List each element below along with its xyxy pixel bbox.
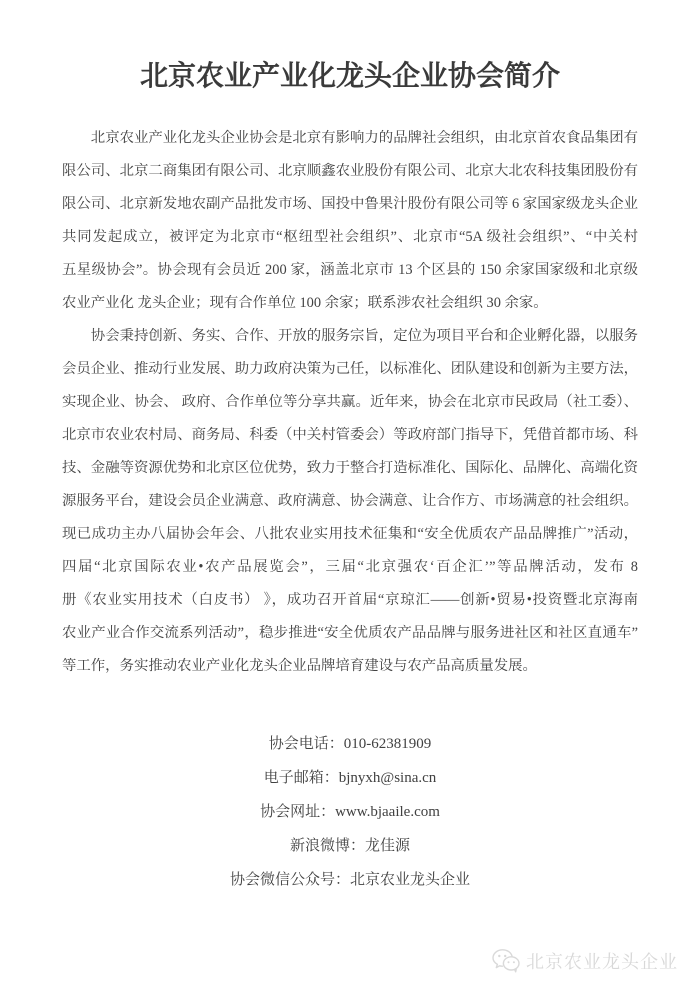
document-body bbox=[62, 122, 638, 683]
contact-wechat-account: 协会微信公众号：北京农业龙头企业 bbox=[229, 872, 470, 888]
paragraph-line: 等工作，务实推动农业产业化龙头企业品牌培育建设与农产品高质量发展。 bbox=[62, 658, 537, 674]
contact-block bbox=[0, 727, 700, 897]
paragraph-line: 会员企业、推动行业发展、助力政府决策为己任，以标准化、团队建设和创新为主要方法， bbox=[62, 361, 638, 377]
paragraph-line: 共同发起成立，被评定为北京市“枢纽型社会组织”、北京市“5A 级社会组织”、“中关村 bbox=[62, 229, 638, 245]
paragraph-line: 技、金融等资源优势和北京区位优势，致力于整合打造标准化、国际化、品牌化、高端化资 bbox=[62, 460, 638, 476]
paragraph-line: 四届“北京国际农业•农产品展览会”，三届“北京强农‘百企汇’”等品牌活动，发布 8 bbox=[62, 559, 638, 575]
watermark-text: 北京农业龙头企业 bbox=[526, 951, 678, 972]
paragraph-line: 北京市农业农村局、商务局、科委（中关村管委会）等政府部门指导下，凭借首都市场、科 bbox=[62, 427, 638, 443]
contact-website: 协会网址：www.bjaaile.com bbox=[260, 804, 440, 820]
contact-phone: 协会电话：010-62381909 bbox=[268, 736, 432, 752]
paragraph-line: 实现企业、协会、 政府、合作单位等分享共赢。近年来，协会在北京市民政局（社工委）、 bbox=[62, 394, 638, 410]
paragraph-line: 协会秉持创新、务实、合作、开放的服务宗旨，定位为项目平台和企业孵化器，以服务 bbox=[90, 328, 638, 344]
contact-email: 电子邮箱：bjnyxh@sina.cn bbox=[263, 770, 437, 786]
page-title: 北京农业产业化龙头企业协会简介 bbox=[139, 61, 560, 92]
paragraph-line: 农业产业合作交流系列活动”，稳步推进“安全优质农产品品牌与服务进社区和社区直通车” bbox=[62, 625, 638, 641]
watermark bbox=[491, 947, 678, 974]
contact-weibo: 新浪微博：龙佳源 bbox=[289, 838, 410, 854]
paragraph-line: 现已成功主办八届协会年会、八批农业实用技术征集和“安全优质农产品品牌推广”活动， bbox=[62, 526, 638, 542]
paragraph-line: 农业产业化 龙头企业；现有合作单位 100 余家；联系涉农社会组织 30 余家。 bbox=[62, 295, 548, 311]
paragraph-line: 五星级协会”。协会现有会员近 200 家，涵盖北京市 13 个区县的 150 余家国家级和北京级 bbox=[62, 262, 638, 278]
paragraph-line: 源服务平台，建设会员企业满意、政府满意、协会满意、让合作方、市场满意的社会组织。 bbox=[62, 493, 638, 509]
paragraph-line: 册《农业实用技术（白皮书） 》，成功召开首届“京琼汇——创新•贸易•投资暨北京海南 bbox=[62, 592, 638, 608]
paragraph-line: 限公司、北京新发地农副产品批发市场、国投中鲁果汁股份有限公司等 6 家国家级龙头企业 bbox=[62, 196, 638, 212]
paragraph-line: 北京农业产业化龙头企业协会是北京有影响力的品牌社会组织，由北京首农食品集团有 bbox=[90, 130, 638, 146]
paragraph-line: 限公司、北京二商集团有限公司、北京顺鑫农业股份有限公司、北京大北农科技集团股份有 bbox=[62, 163, 638, 179]
wechat-icon bbox=[491, 947, 521, 974]
